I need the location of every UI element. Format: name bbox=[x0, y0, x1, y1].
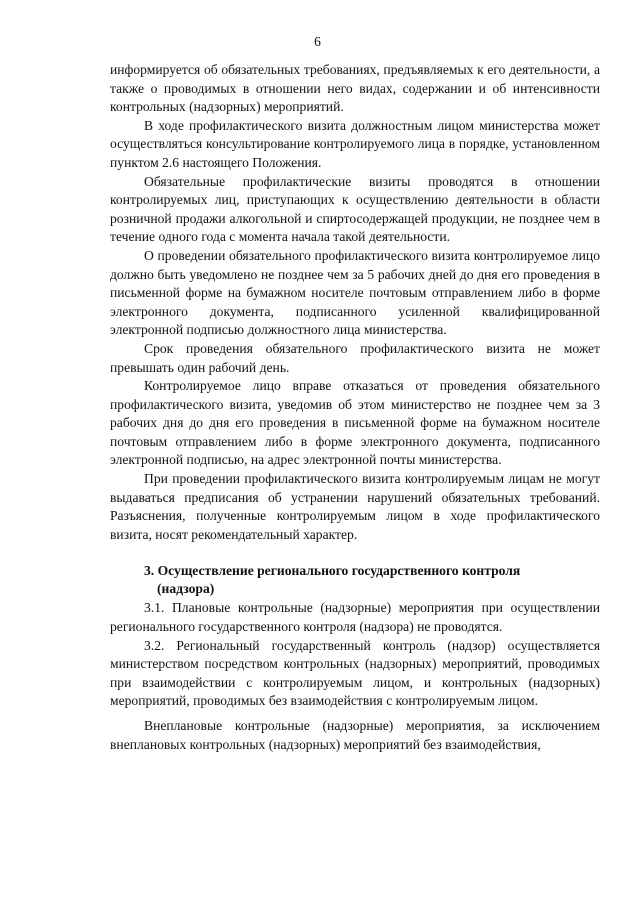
paragraph: О проведении обязательного профилактического визита контролируемое лицо должно быть уведомлено не позднее чем за 5 рабочих дней до дня его проведения в письменной форме на бумажном носителе почтовым отправлением либо в форме электронного документа, подписанного усиленной квалифицированной электронной подписью должностного лица министерства. bbox=[110, 247, 600, 338]
document-body bbox=[110, 61, 600, 754]
section-heading bbox=[110, 562, 600, 598]
paragraph: информируется об обязательных требованиях, предъявляемых к его деятельности, а также о проводимых в отношении него видах, содержании и об интенсивности контрольных (надзорных) мероприятий. bbox=[110, 62, 600, 115]
paragraph: Срок проведения обязательного профилактического визита не может превышать один рабочий день. bbox=[110, 340, 600, 375]
paragraph: При проведении профилактического визита контролируемым лицам не могут выдаваться предписания об устранении нарушений обязательных требований. Разъяснения, полученные контролируемым лицом в ходе профилактического визита, носят рекомендательный характер. bbox=[110, 471, 600, 542]
section-heading-line: (надзора) bbox=[157, 581, 215, 597]
section-heading-line: 3. Осуществление регионального государственного контроля bbox=[144, 563, 521, 579]
paragraph: Обязательные профилактические визиты проводятся в отношении контролируемых лиц, приступающих к осуществлению деятельности в области розничной продажи алкогольной и спиртосодержащей продукции, не позднее чем в течение одного года с момента начала такой деятельности. bbox=[110, 173, 600, 245]
paragraph: 3.2. Региональный государственный контроль (надзор) осуществляется министерством посредством контрольных (надзорных) мероприятий, проводимых при взаимодействии с контролируемым лицом, и контрольных (надзорных) мероприятий, проводимых без взаимодействия с контролируемым лицом. bbox=[110, 637, 600, 709]
paragraph: 3.1. Плановые контрольные (надзорные) мероприятия при осуществлении регионального государственного контроля (надзора) не проводятся. bbox=[110, 600, 600, 635]
page-number: 6 bbox=[314, 34, 321, 49]
paragraph: Контролируемое лицо вправе отказаться от проведения обязательного профилактического визита, уведомив об этом министерство не позднее чем за 3 рабочих дня до дня его проведения в письменной форме на бумажном носителе почтовым отправлением либо в форме электронного документа, подписанного электронной подписью, на адрес электронной почты министерства. bbox=[110, 378, 600, 468]
paragraph: Внеплановые контрольные (надзорные) мероприятия, за исключением внеплановых контрольных (надзорных) мероприятий без взаимодействия, bbox=[110, 718, 600, 752]
paragraph: В ходе профилактического визита должностным лицом министерства может осуществляться консультирование контролируемого лица в порядке, установленном пунктом 2.6 настоящего Положения. bbox=[110, 117, 600, 170]
